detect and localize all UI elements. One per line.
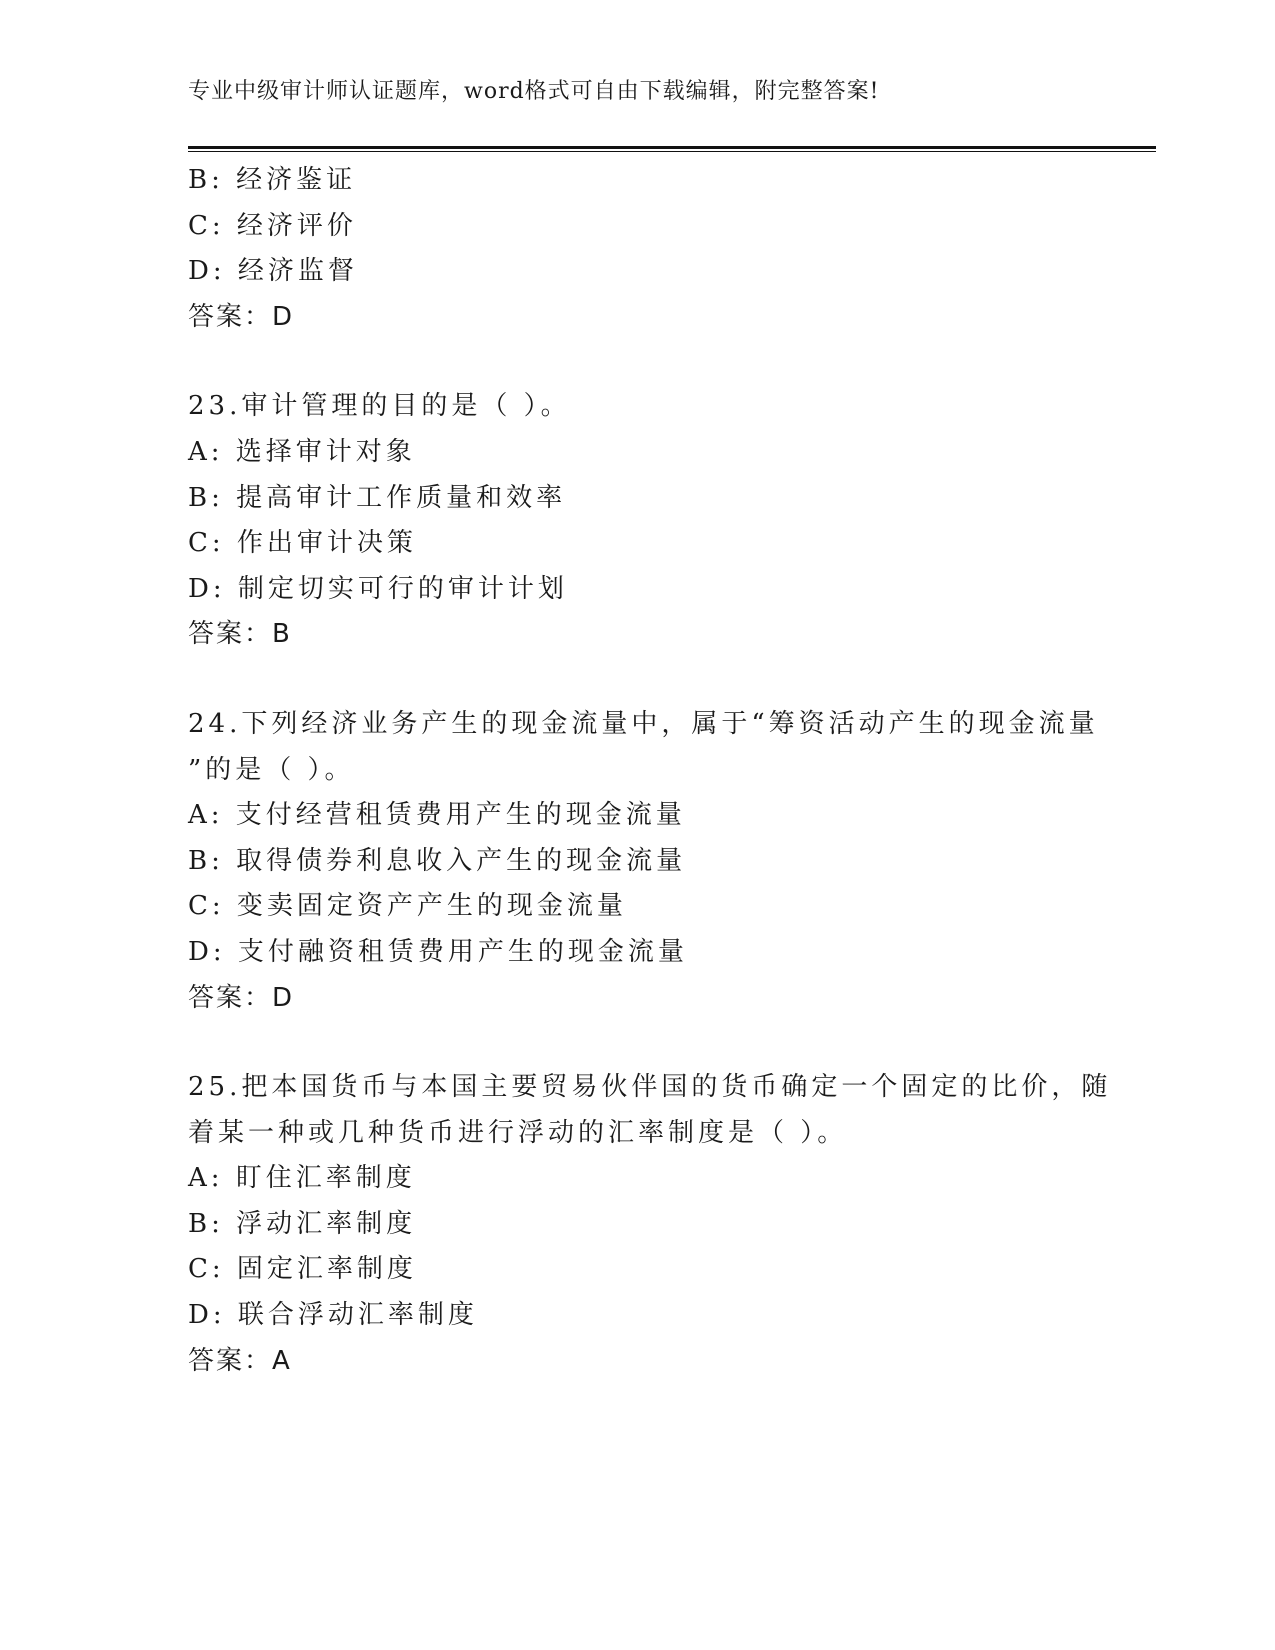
option-b: B: 浮动汇率制度 (188, 1208, 417, 1239)
header-divider-thin (188, 151, 1156, 152)
question-25 (188, 1065, 1112, 1384)
question-stem-line-1: 25.把本国货币与本国主要贸易伙伴国的货币确定一个固定的比价，随 (188, 1072, 1112, 1103)
answer-line: 答案：D (188, 301, 295, 332)
option-d: D: 支付融资租赁费用产生的现金流量 (188, 936, 688, 967)
header-divider-thick (188, 146, 1156, 149)
option-a: A: 盯住汇率制度 (188, 1163, 416, 1194)
question-24 (188, 702, 1099, 1021)
option-d: D: 制定切实可行的审计计划 (188, 573, 568, 604)
document-body (188, 158, 1112, 1384)
option-a: A: 选择审计对象 (188, 436, 416, 467)
option-d: D: 联合浮动汇率制度 (188, 1300, 478, 1331)
page-header: 专业中级审计师认证题库，word格式可自由下载编辑，附完整答案! (188, 79, 880, 104)
answer-line: 答案：A (188, 1345, 292, 1376)
question-stem-line-2: 着某一种或几种货币进行浮动的汇率制度是（ ）。 (188, 1117, 848, 1148)
question-22-continued (188, 158, 1088, 340)
option-b: B: 取得债券利息收入产生的现金流量 (188, 845, 687, 876)
option-b: B: 经济鉴证 (188, 165, 357, 195)
question-stem-line-2: ”的是（ ）。 (188, 754, 355, 785)
option-a: A: 支付经营租赁费用产生的现金流量 (188, 800, 686, 831)
question-23 (188, 384, 1088, 658)
answer-line: 答案：B (188, 619, 292, 650)
option-c: C: 作出审计决策 (188, 528, 417, 559)
header-divider (188, 146, 1156, 153)
option-c: C: 变卖固定资产产生的现金流量 (188, 891, 627, 922)
option-b: B: 提高审计工作质量和效率 (188, 482, 567, 513)
question-stem: 23.审计管理的目的是（ ）。 (188, 391, 571, 422)
option-d: D: 经济监督 (188, 256, 358, 287)
option-c: C: 经济评价 (188, 210, 357, 241)
option-c: C: 固定汇率制度 (188, 1254, 417, 1285)
question-stem-line-1: 24.下列经济业务产生的现金流量中，属于“筹资活动产生的现金流量 (188, 708, 1099, 739)
answer-line: 答案：D (188, 982, 295, 1013)
